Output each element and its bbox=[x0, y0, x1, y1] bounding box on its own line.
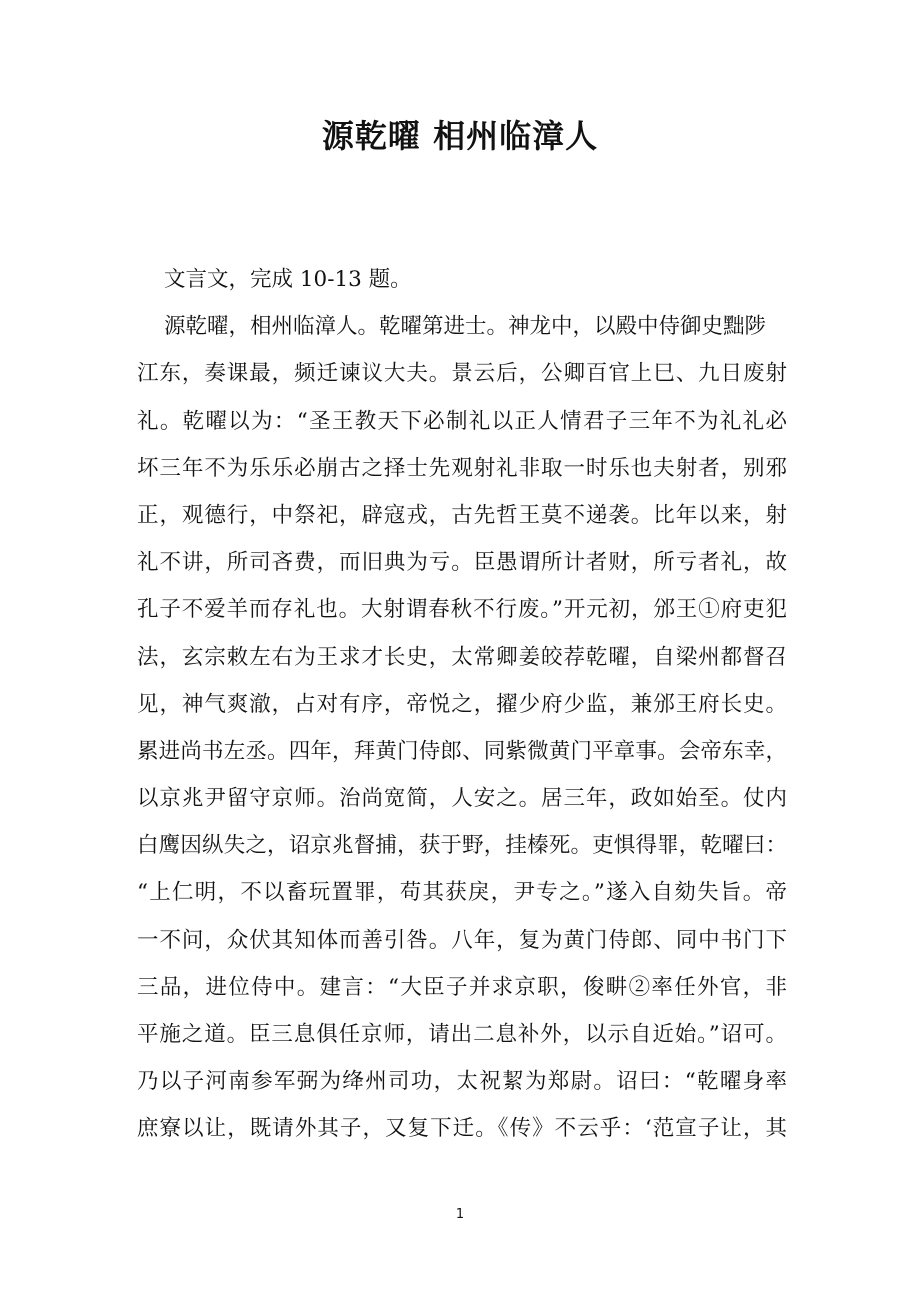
text-line: 礼。乾曜以为：“圣王教天下必制礼以正人情君子三年不为礼礼必 bbox=[137, 408, 787, 434]
text-line: 庶寮以让，既请外其子，又复下迁。《传》不云乎：‘范宣子让，其 bbox=[137, 1116, 787, 1142]
text-line: 累进尚书左丞。四年，拜黄门侍郎、同紫微黄门平章事。会帝东幸， bbox=[137, 738, 787, 764]
text-line: “上仁明，不以畜玩置罪，苟其获戾，尹专之。”遂入自劾失旨。帝 bbox=[137, 880, 787, 906]
text-line: 平施之道。臣三息俱任京师，请出二息补外，以示自近始。”诏可。 bbox=[137, 1022, 787, 1047]
text-line: 乃以子河南参军弼为绛州司功，太祝絜为郑尉。诏曰：“乾曜身率 bbox=[137, 1069, 787, 1095]
instruction-line: 文言文，完成 10-13 题。 bbox=[164, 267, 412, 292]
text-line: 白鹰因纵失之，诏京兆督捕，获于野，挂榛死。吏惧得罪，乾曜曰： bbox=[137, 833, 787, 859]
document-title: 源乾曜 相州临漳人 bbox=[321, 117, 599, 155]
text-line: 源乾曜，相州临漳人。乾曜第进士。神龙中，以殿中侍御史黜陟 bbox=[164, 314, 767, 340]
text-line: 江东，奏课最，频迁谏议大夫。景云后，公卿百官上巳、九日废射 bbox=[137, 361, 787, 387]
text-line: 正，观德行，中祭祀，辟寇戎，古先哲王莫不递袭。比年以来，射 bbox=[137, 502, 787, 528]
text-line: 法，玄宗敕左右为王求才长史，太常卿姜皎荐乾曜，自梁州都督召 bbox=[137, 644, 787, 670]
text-line: 见，神气爽澈，占对有序，帝悦之，擢少府少监，兼邠王府长史。 bbox=[137, 691, 787, 717]
text-line: 以京兆尹留守京师。治尚宽简，人安之。居三年，政如始至。仗内 bbox=[137, 786, 787, 812]
text-line: 礼不讲，所司吝费，而旧典为亏。臣愚谓所计者财，所亏者礼，故 bbox=[137, 550, 787, 576]
text-line: 三品，进位侍中。建言：“大臣子并求京职，俊畊②率任外官，非 bbox=[137, 974, 787, 1000]
page-number: 1 bbox=[455, 1207, 465, 1222]
text-line: 孔子不爱羊而存礼也。大射谓春秋不行废。”开元初，邠王①府吏犯 bbox=[137, 597, 787, 623]
text-line: 一不问，众伏其知体而善引咎。八年，复为黄门侍郎、同中书门下 bbox=[137, 927, 787, 953]
document-body bbox=[137, 256, 787, 1153]
text-line: 坏三年不为乐乐必崩古之择士先观射礼非取一时乐也夫射者，别邪 bbox=[137, 455, 787, 481]
